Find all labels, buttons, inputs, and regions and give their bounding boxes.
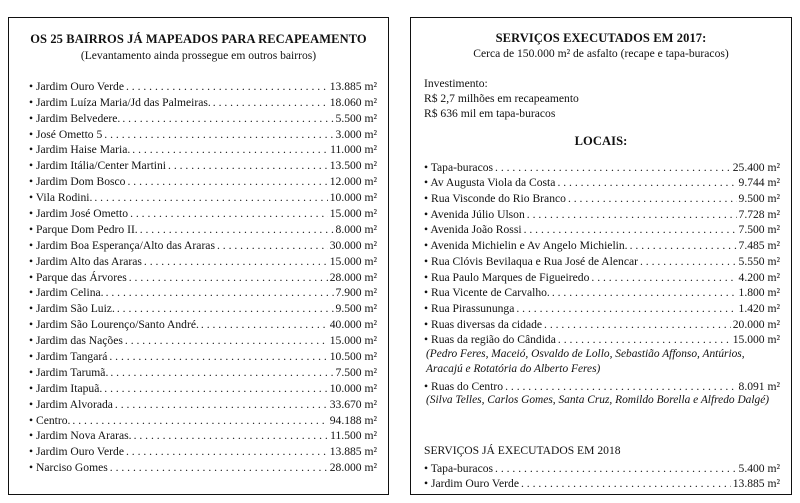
leader-dots: [495, 462, 736, 475]
item-label: • Av Augusta Viola da Costa: [424, 176, 556, 190]
centro-streets-note: (Silva Telles, Carlos Gomes, Santa Cruz, Romildo Borella e Alfredo Dalgé): [426, 394, 770, 406]
investment-heading: Investimento:: [424, 77, 488, 90]
item-value: 4.200 m²: [738, 270, 780, 284]
item-label: • Jardim Ouro Verde: [424, 477, 519, 491]
item-value: 10.000 m²: [329, 191, 377, 205]
item-label: • Centro.: [29, 413, 71, 427]
leader-dots: [140, 223, 334, 236]
leader-dots: [126, 80, 328, 93]
leader-dots: [144, 255, 328, 268]
list-item: [29, 268, 377, 284]
leader-dots: [104, 382, 327, 395]
list-item: [29, 347, 377, 363]
item-label: • Jardim Ouro Verde: [29, 79, 124, 93]
item-value: 11.500 m²: [330, 429, 377, 443]
leader-dots: [505, 380, 736, 393]
list-item: [29, 427, 377, 443]
right-subtitle: Cerca de 150.000 m² de asfalto (recape e tapa-buracos): [473, 47, 729, 60]
list-item: [29, 141, 377, 157]
leader-dots: [109, 350, 327, 363]
list-item: [424, 299, 780, 315]
item-label: • Tapa-buracos: [424, 160, 494, 174]
list-item: [424, 459, 780, 475]
item-label: • Vila Rodini.: [29, 191, 93, 205]
list-item: [29, 109, 377, 125]
leader-dots: [516, 302, 736, 315]
list-item: [424, 331, 780, 347]
leader-dots: [110, 366, 333, 379]
leader-dots: [521, 477, 731, 490]
list-item: [29, 379, 377, 395]
investment-line: R$ 636 mil em tapa-buracos: [424, 107, 556, 120]
list-item: [424, 221, 780, 237]
item-label: • Jardim das Nações: [29, 334, 123, 348]
item-label: • Jardim Tarumã.: [29, 365, 109, 379]
leader-dots: [213, 96, 328, 109]
leader-dots: [640, 255, 737, 268]
item-label: • Jardim Nova Araras.: [29, 429, 132, 443]
centro-list: [424, 362, 780, 393]
leader-dots: [495, 161, 731, 174]
list-item: [424, 158, 780, 174]
leader-dots: [134, 429, 329, 442]
candida-streets-note: (Pedro Feres, Maceió, Osvaldo de Lollo, Sebastião Affonso, Antúrios, Aracajú e Rotatória do Alberto Feres): [426, 348, 745, 375]
leader-dots: [126, 445, 328, 458]
item-value: 94.188 m²: [329, 413, 377, 427]
item-label: • Jardim Haise Maria.: [29, 143, 131, 157]
list-item: [29, 395, 377, 411]
leader-dots: [115, 398, 328, 411]
item-value: 9.500 m²: [738, 192, 780, 206]
list-item: [29, 172, 377, 188]
item-value: 11.000 m²: [330, 143, 377, 157]
item-value: 13.885 m²: [732, 477, 780, 491]
right-panel: [410, 17, 792, 495]
leader-dots: [168, 159, 328, 172]
list-item: [424, 189, 780, 205]
item-label: • Rua Visconde do Rio Branco: [424, 192, 566, 206]
item-value: 7.485 m²: [738, 239, 780, 253]
list-item: [29, 156, 377, 172]
item-label: • Ruas diversas da cidade: [424, 317, 543, 331]
item-label: • Jardim Itapuã.: [29, 381, 103, 395]
item-value: 8.091 m²: [738, 379, 780, 393]
item-value: 30.000 m²: [329, 238, 377, 252]
item-value: 13.500 m²: [329, 159, 377, 173]
item-label: • José Ometto 5: [29, 127, 103, 141]
left-title: OS 25 BAIRROS JÁ MAPEADOS PARA RECAPEAMENTO: [30, 32, 367, 46]
item-value: 5.550 m²: [738, 254, 780, 268]
locais-heading: LOCAIS:: [574, 134, 628, 148]
item-value: 7.900 m²: [335, 286, 377, 300]
list-item: [29, 252, 377, 268]
item-label: • Jardim Boa Esperança/Alto das Araras: [29, 238, 215, 252]
list-item: [29, 236, 377, 252]
investment-line: R$ 2,7 milhões em recapeamento: [424, 92, 579, 105]
item-value: 7.728 m²: [738, 207, 780, 221]
item-label: • Avenida João Rossi: [424, 223, 522, 237]
item-value: 33.670 m²: [329, 397, 377, 411]
item-value: 8.000 m²: [335, 222, 377, 236]
item-value: 40.000 m²: [329, 318, 377, 332]
leader-dots: [527, 208, 737, 221]
item-value: 12.000 m²: [329, 175, 377, 189]
leader-dots: [552, 286, 737, 299]
list-item: [424, 377, 780, 393]
list-item: [29, 363, 377, 379]
leader-dots: [106, 286, 334, 299]
item-label: • Parque Dom Pedro II.: [29, 222, 138, 236]
leader-dots: [217, 239, 328, 252]
item-value: 1.420 m²: [738, 301, 780, 315]
list-item: [29, 188, 377, 204]
item-value: 20.000 m²: [732, 317, 780, 331]
list-item: [29, 93, 377, 109]
item-label: • Jardim Itália/Center Martini: [29, 159, 167, 173]
item-value: 7.500 m²: [738, 223, 780, 237]
locations-list: [424, 158, 780, 346]
list-item: [29, 220, 377, 236]
list-item: [424, 252, 780, 268]
item-value: 28.000 m²: [329, 270, 377, 284]
leader-dots: [630, 239, 737, 252]
item-label: • Ruas da região do Cândida: [424, 333, 556, 347]
list-item: [29, 315, 377, 331]
item-value: 13.885 m²: [329, 445, 377, 459]
item-label: • Jardim Belvedere.: [29, 111, 121, 125]
item-value: 9.500 m²: [335, 302, 377, 316]
item-value: 25.400 m²: [732, 160, 780, 174]
leader-dots: [558, 333, 731, 346]
item-value: 7.500 m²: [335, 365, 377, 379]
item-label: • Jardim São Luiz.: [29, 302, 115, 316]
list-item: [424, 205, 780, 221]
item-label: • Jardim Dom Bosco: [29, 175, 126, 189]
item-value: 15.000 m²: [329, 334, 377, 348]
item-label: • Avenida Júlio Ulson: [424, 207, 525, 221]
item-label: • Tapa-buracos: [424, 461, 494, 475]
item-label: • Jardim Luíza Maria/Jd das Palmeiras.: [29, 95, 211, 109]
leader-dots: [544, 318, 731, 331]
item-value: 5.500 m²: [335, 111, 377, 125]
item-label: • Jardim Tangará: [29, 350, 108, 364]
leader-dots: [127, 175, 327, 188]
services-2018-list: [424, 445, 780, 490]
heading-2018: SERVIÇOS JÁ EXECUTADOS EM 2018: [424, 444, 621, 457]
leader-dots: [122, 112, 333, 125]
leader-dots: [110, 461, 328, 474]
list-item: [424, 236, 780, 252]
item-value: 10.500 m²: [329, 350, 377, 364]
leader-dots: [524, 223, 737, 236]
left-subtitle: (Levantamento ainda prossegue em outros bairros): [80, 49, 317, 62]
list-item: [29, 411, 377, 427]
item-label: • Parque das Árvores: [29, 270, 127, 284]
item-value: 13.885 m²: [329, 79, 377, 93]
item-label: • Jardim Alvorada: [29, 397, 113, 411]
list-item: [424, 475, 780, 491]
list-item: [424, 268, 780, 284]
item-value: 28.000 m²: [329, 461, 377, 475]
item-value: 10.000 m²: [329, 381, 377, 395]
list-item: [29, 442, 377, 458]
leader-dots: [201, 318, 328, 331]
leader-dots: [125, 334, 328, 347]
item-value: 9.744 m²: [738, 176, 780, 190]
item-label: • Rua Clóvis Bevilaqua e Rua José de Alencar: [424, 254, 638, 268]
item-label: • Narciso Gomes: [29, 461, 108, 475]
list-item: [424, 284, 780, 300]
item-label: • Jardim Ouro Verde: [29, 445, 124, 459]
leader-dots: [132, 143, 328, 156]
leader-dots: [591, 271, 736, 284]
item-value: 15.000 m²: [329, 207, 377, 221]
item-label: • Rua Pirassununga: [424, 301, 515, 315]
list-item: [29, 284, 377, 300]
leader-dots: [72, 414, 327, 427]
item-label: • Jardim Celina.: [29, 286, 104, 300]
neighborhood-list: [29, 77, 377, 474]
leader-dots: [117, 302, 334, 315]
list-item: [29, 299, 377, 315]
item-label: • Rua Vicente de Carvalho.: [424, 286, 550, 300]
leader-dots: [130, 207, 328, 220]
leader-dots: [94, 191, 327, 204]
item-label: • Jardim Alto das Araras: [29, 254, 142, 268]
list-item: [29, 331, 377, 347]
item-value: 18.060 m²: [329, 95, 377, 109]
leader-dots: [129, 271, 328, 284]
item-label: • Rua Paulo Marques de Figueiredo: [424, 270, 590, 284]
item-value: 15.000 m²: [329, 254, 377, 268]
item-label: • Jardim São Lourenço/Santo André.: [29, 318, 199, 332]
list-item: [424, 315, 780, 331]
item-label: • Jardim José Ometto: [29, 207, 129, 221]
list-item: [29, 77, 377, 93]
leader-dots: [557, 176, 736, 189]
leader-dots: [104, 128, 333, 141]
list-item: [29, 125, 377, 141]
item-value: 3.000 m²: [335, 127, 377, 141]
item-label: • Avenida Michielin e Av Angelo Michielin.: [424, 239, 628, 253]
left-panel: [8, 17, 389, 495]
right-title: SERVIÇOS EXECUTADOS EM 2017:: [495, 31, 707, 45]
leader-dots: [568, 192, 737, 205]
list-item: [29, 458, 377, 474]
item-value: 5.400 m²: [738, 461, 780, 475]
item-label: • Ruas do Centro: [424, 379, 504, 393]
list-item: [424, 174, 780, 190]
item-value: 15.000 m²: [732, 333, 780, 347]
item-value: 1.800 m²: [738, 286, 780, 300]
list-item: [29, 204, 377, 220]
